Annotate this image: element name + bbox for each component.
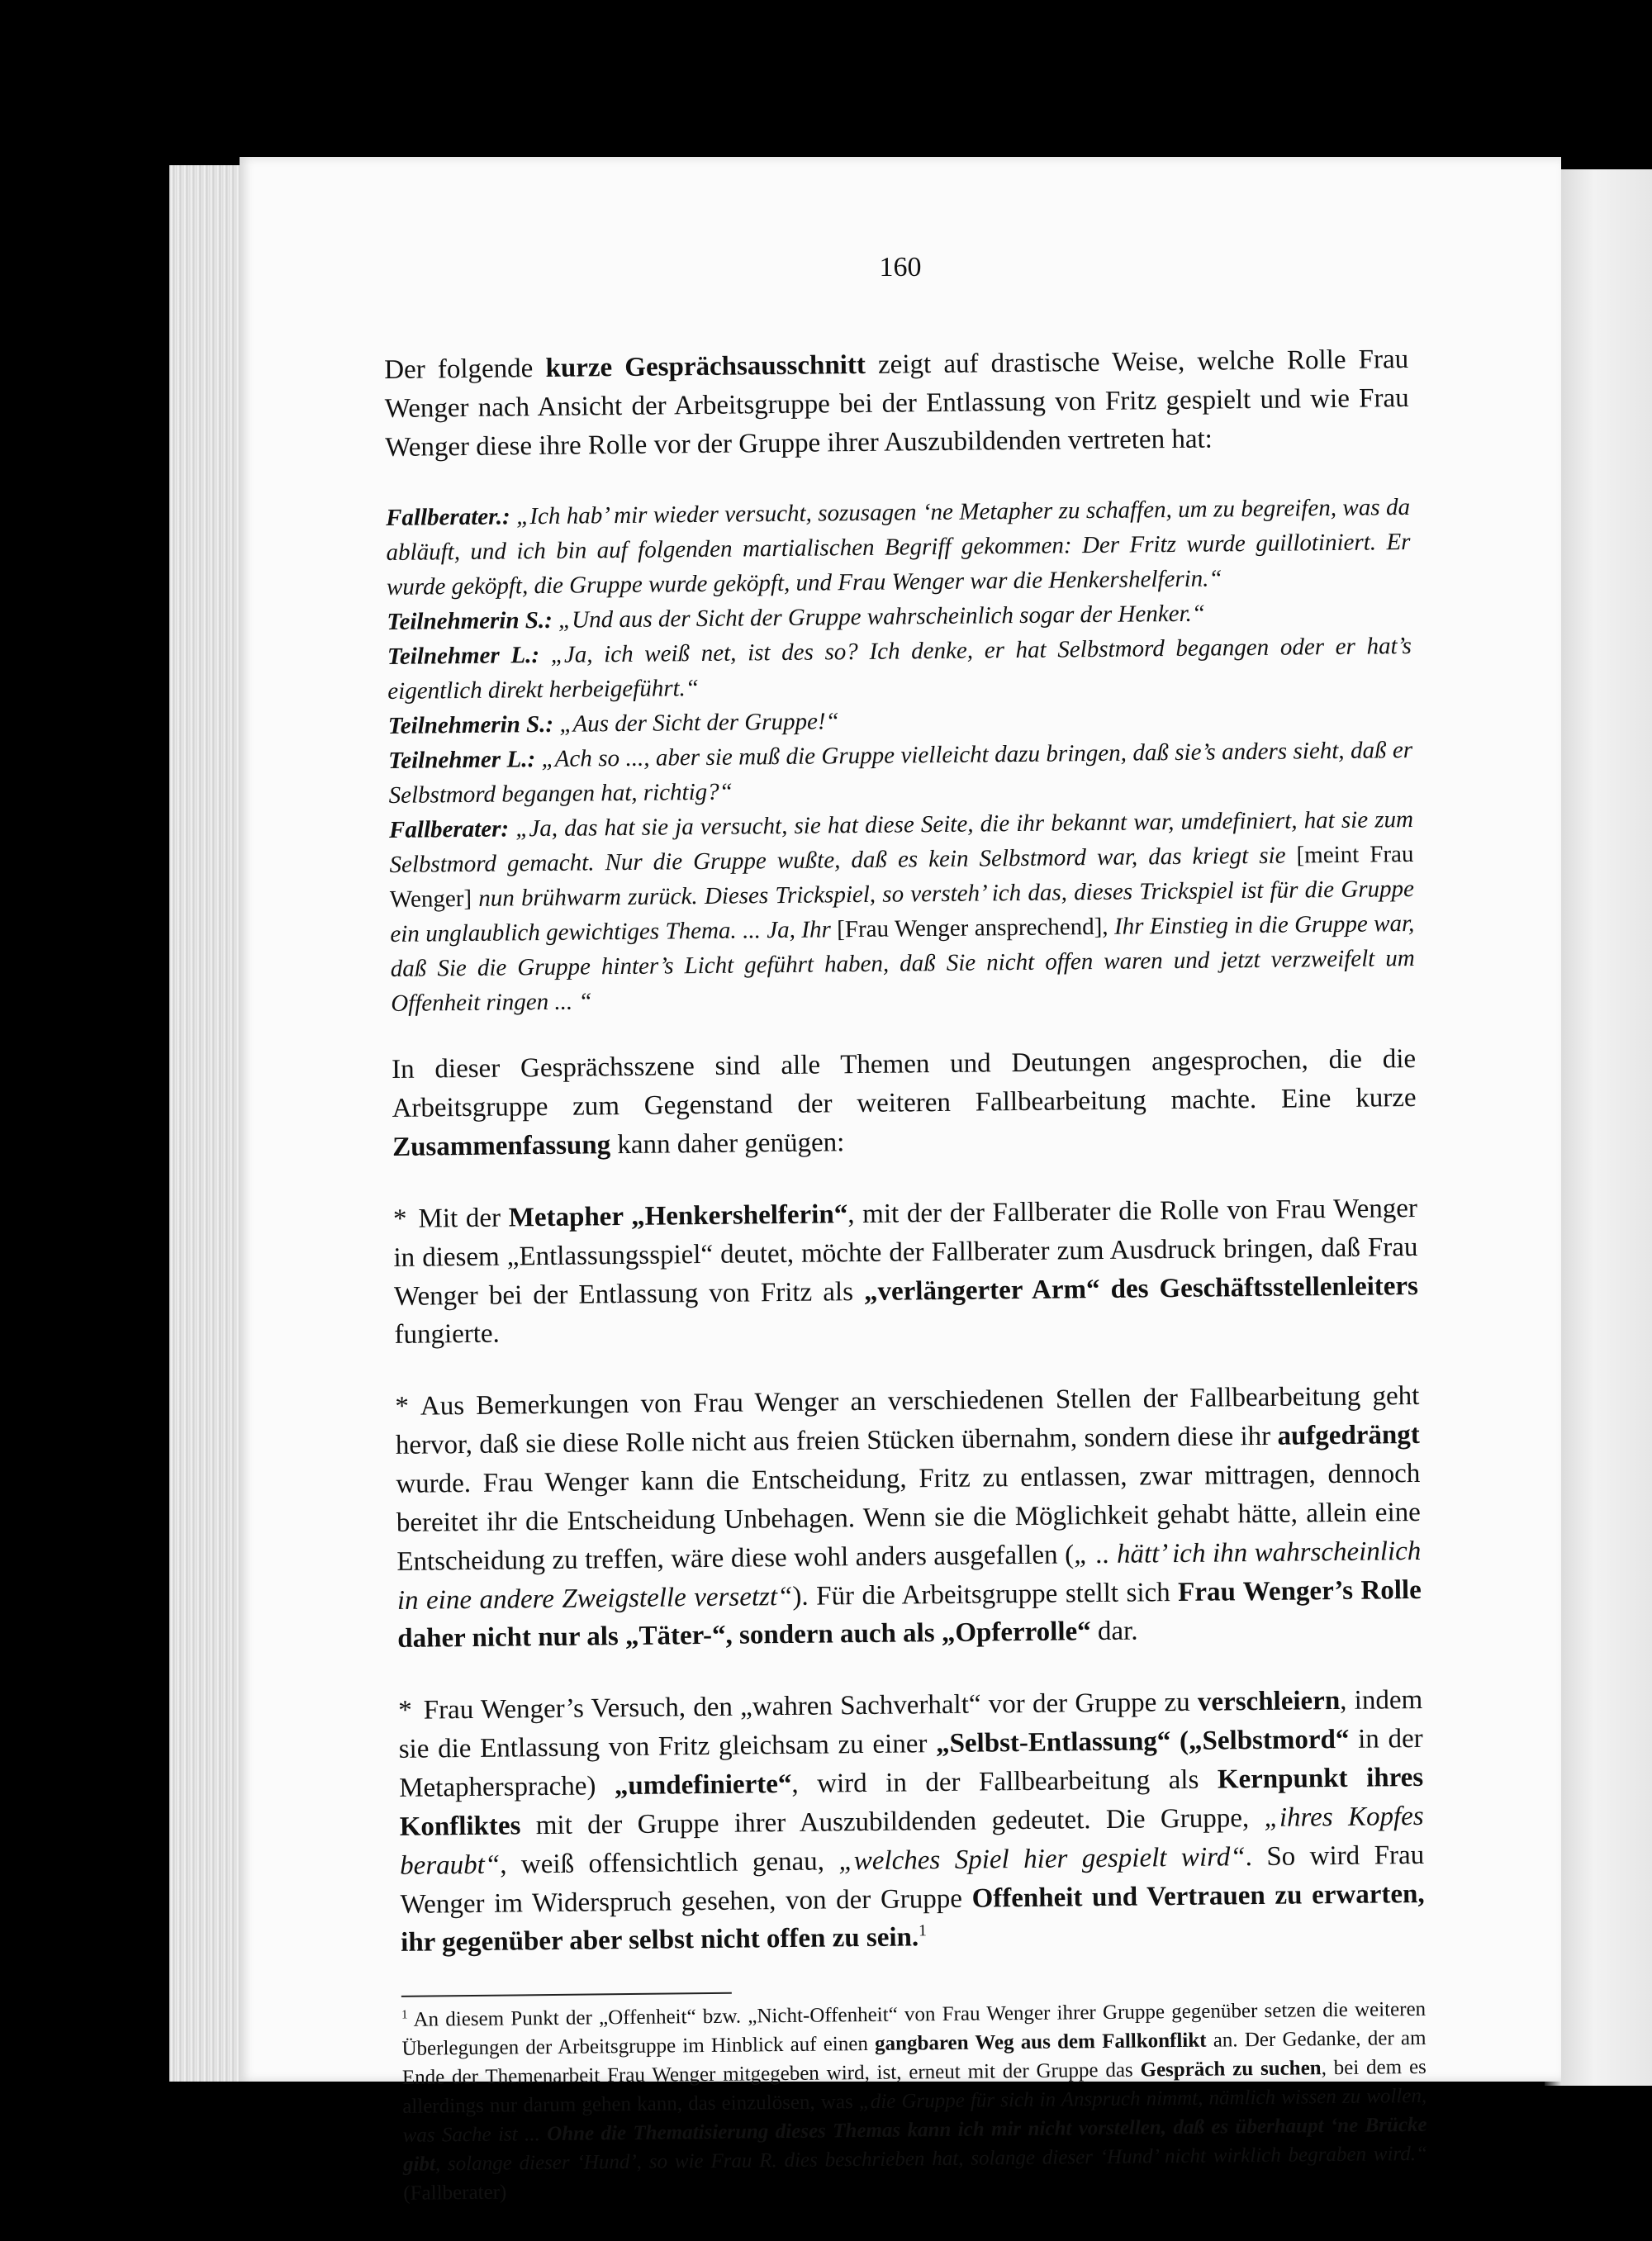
intro-paragraph: Der folgende kurze Gesprächsausschnitt zeigt auf drastische Weise, welche Rolle Frau Wenger nach Ansicht der Arbeitsgruppe bei der Entlassung von Fritz gespielt und wie Frau Wenger diese ihre Rolle vor der Gruppe ihrer Auszubildenden vertreten hat: bbox=[384, 344, 1409, 463]
bullet-star: * bbox=[395, 1392, 410, 1422]
dialogue-turn: Teilnehmerin S.: „Aus der Sicht der Gruppe!“ bbox=[387, 708, 839, 739]
footnote: $^1$ An diesem Punkt der „Offenheit“ bzw. „Nicht-Offenheit“ von Frau Wenger ihrer Gruppe gegenüber setzen die weiteren Überlegungen der Arbeitsgruppe im Hinblick auf einen gangbaren Weg aus dem Fallkonflikt an. Der Gedanke, der am Ende der Themenarbeit Frau Wenger mitgegeben wird, ist, erneut mit der Gruppe das Gespräch zu suchen, bei dem es allerdings nur darum gehen kann, das einzulösen, was „die Gruppe für sich in Anspruch nimmt, nämlich wissen zu wollen, was Sache ist ... Ohne die Thematisierung dieses Themas kann ich mir nicht vorstellen, daß es überhaupt ‘ne Brücke gibt, solange dieser ‘Hund’, so wie Frau R. dies beschrieben hat, solange dieser ‘Hund’ nicht wirklich begraben wird.“ (Fallberater) bbox=[401, 1998, 1428, 2205]
page-number: 160 bbox=[879, 252, 922, 282]
book-page-edges bbox=[169, 165, 248, 2082]
bullet-item: * Mit der Metapher „Henkershelferin“, mit der der Fallberater die Rolle von Frau Wenger in diesem „Entlassungsspiel“ deutet, möchte der Fallberater zum Ausdruck bringen, daß Frau Wenger bei der Entlassung von Fritz als „verlängerter Arm“ des Geschäftsstellenleiters fungierte. bbox=[392, 1193, 1419, 1351]
speaker-label: Teilnehmerin S.: bbox=[387, 710, 560, 739]
dialogue-turn: Teilnehmer L.: „Ach so ..., aber sie muß die Gruppe vielleicht dazu bringen, daß sie’s anders sieht, daß er Selbstmord begangen hat, richtig?“ bbox=[388, 736, 1413, 809]
bullet-star: * bbox=[392, 1204, 407, 1234]
dialogue-turn: Teilnehmer L.: „Ja, ich weiß net, ist des so? Ich denke, er hat Selbstmord begangen oder er hat’s eigentlich direkt herbeigeführt.“ bbox=[387, 632, 1412, 705]
speaker-label: Teilnehmer L.: bbox=[388, 745, 542, 774]
dialogue-turn: Teilnehmerin S.: „Und aus der Sicht der Gruppe wahrscheinlich sogar der Henker.“ bbox=[387, 600, 1206, 635]
footnote-separator bbox=[401, 1992, 732, 1997]
speaker-label: Fallberater: bbox=[388, 815, 516, 843]
speaker-label: Fallberater.: bbox=[385, 502, 517, 531]
dialogue-turn: Fallberater.: „Ich hab’ mir wieder versucht, sozusagen ‘ne Metapher zu schaffen, um zu begreifen, was da abläuft, und ich bin auf folgenden martialischen Begriff gekommen: Der Fritz wurde guillotiniert. Er wurde geköpft, die Gruppe wurde geköpft, und Frau Wenger war die Henkershelferin.“ bbox=[385, 493, 1411, 601]
dialogue-turn: Fallberater: „Ja, das hat sie ja versucht, sie hat diese Seite, die ihr bekannt war, umdefiniert, hat sie zum Selbstmord gemacht. Nur die Gruppe wußte, daß es kein Selbstmord war, das kriegt sie [meint Frau Wenger] nun brühwarm zurück. Dieses Trickspiel, so versteh’ ich das, dieses Trickspiel ist für die Gruppe ein unglaublich gewichtiges Thema. ... Ja, Ihr [Frau Wenger ansprechend], Ihr Einstieg in die Gruppe war, daß Sie die Gruppe hinter’s Licht geführt haben, daß Sie nicht offen waren und jetzt verzweifelt um Offenheit ringen ... “ bbox=[388, 805, 1415, 1018]
dialogue-excerpt bbox=[386, 490, 1416, 1022]
bullet-item: * Aus Bemerkungen von Frau Wenger an verschiedenen Stellen der Fallbearbeitung geht hervor, daß sie diese Rolle nicht aus freien Stücken übernahm, sondern diese ihr aufgedrängt wurde. Frau Wenger kann die Entscheidung, Fritz zu entlassen, zwar mittragen, dennoch bereitet ihr die Entscheidung Unbehagen. Wenn sie die Möglichkeit gehabt hätte, allein eine Entscheidung zu treffen, wäre diese wohl anders ausgefallen („ .. hätt’ ich ihn wahrscheinlich in eine andere Zweigstelle versetzt“). Für die Arbeitsgruppe stellt sich Frau Wenger’s Rolle daher nicht nur als „Täter-“, sondern auch als „Opferrolle“ dar. bbox=[395, 1381, 1422, 1655]
bullet-star: * bbox=[398, 1696, 412, 1726]
summary-paragraph: In dieser Gesprächsszene sind alle Themen und Deutungen angesprochen, die die Arbeitsgruppe zum Gegenstand der weiteren Fallbearbeitung machte. Eine kurze Zusammenfassung kann daher genügen: bbox=[391, 1044, 1417, 1162]
speaker-label: Teilnehmer L.: bbox=[387, 641, 551, 670]
footnote-ref: 1 bbox=[918, 1921, 928, 1940]
page-content bbox=[384, 340, 1428, 2241]
bullet-item: * Frau Wenger’s Versuch, den „wahren Sachverhalt“ vor der Gruppe zu verschleiern, indem sie die Entlassung von Fritz gleichsam zu einer „Selbst-Entlassung“ („Selbstmord“ in der Metaphersprache) „umdefinierte“, wird in der Fallbearbeitung als Kernpunkt ihres Konfliktes mit der Gruppe ihrer Auszubildenden gedeutet. Die Gruppe, „ihres Kopfes beraubt“, weiß offensichtlich genau, „welches Spiel hier gespielt wird“. So wird Frau Wenger im Widerspruch gesehen, von der Gruppe Offenheit und Vertrauen zu erwarten, ihr gegenüber aber selbst nicht offen zu sein.$^1$ bbox=[398, 1685, 1425, 1959]
speaker-label: Teilnehmerin S.: bbox=[387, 606, 559, 635]
book-page bbox=[240, 157, 1561, 2205]
footnote-number: 1 bbox=[401, 2008, 408, 2022]
